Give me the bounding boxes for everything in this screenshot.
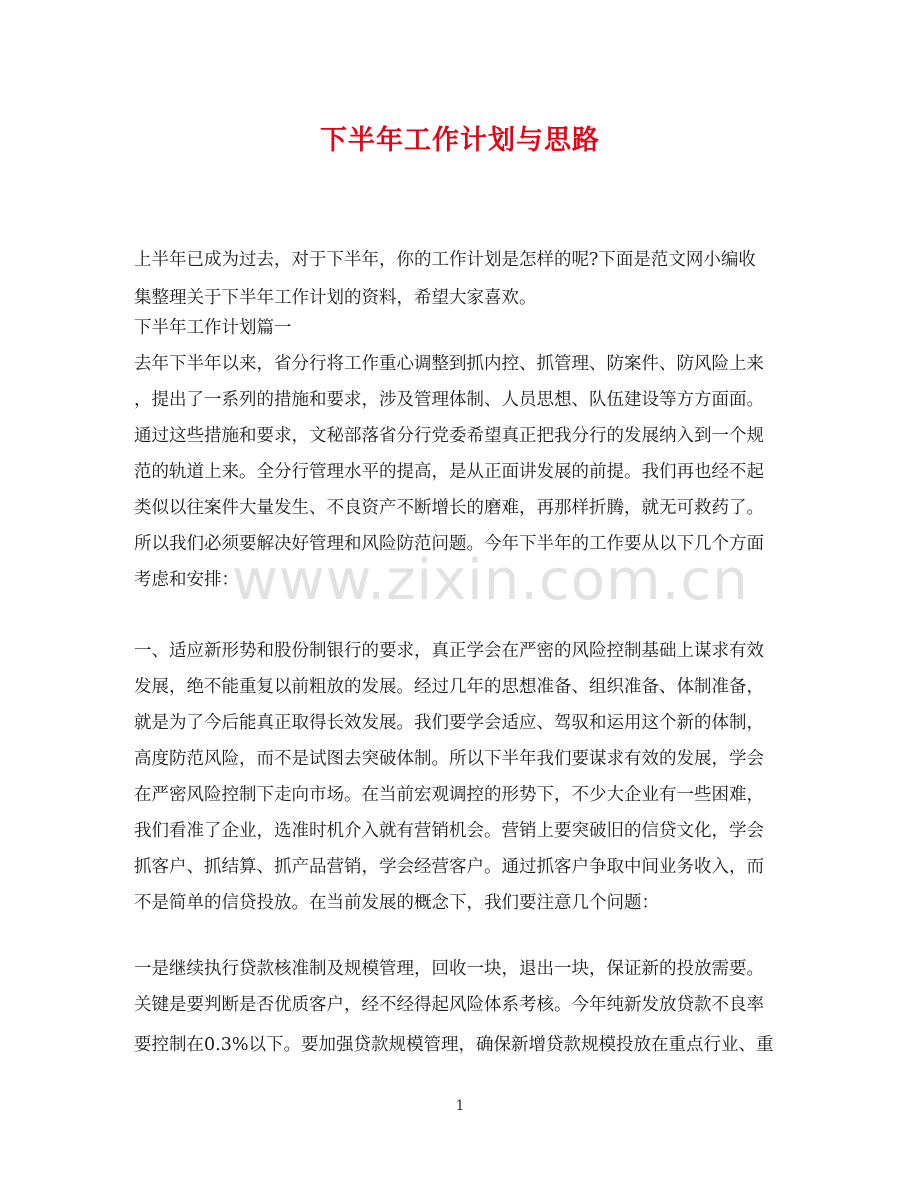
text-line: 发展，绝不能重复以前粗放的发展。经过几年的思想准备、组织准备、体制准备， [134,677,764,697]
text-line: 范的轨道上来。全分行管理水平的提高，是从正面讲发展的前提。我们再也经不起 [134,462,764,482]
watermark-text: www.zixin.com.cn [232,548,749,613]
text-line: 一、适应新形势和股份制银行的要求，真正学会在严密的风险控制基础上谋求有效 [134,641,764,661]
text-line: 抓客户、抓结算、抓产品营销，学会经营客户。通过抓客户争取中间业务收入，而 [134,857,764,877]
text-line: 我们看准了企业，选准时机介入就有营销机会。营销上要突破旧的信贷文化，学会 [134,821,764,841]
text-line: 所以我们必须要解决好管理和风险防范问题。今年下半年的工作要从以下几个方面 [134,534,764,554]
text-line: 类似以往案件大量发生、不良资产不断增长的磨难，再那样折腾，就无可救药了。 [134,498,764,518]
text-line: 要控制在0.3%以下。要加强贷款规模管理，确保新增贷款规模投放在重点行业、重 [134,1035,774,1055]
text-line: 高度防范风险，而不是试图去突破体制。所以下半年我们要谋求有效的发展，学会 [134,749,764,769]
text-line: 去年下半年以来，省分行将工作重心调整到抓内控、抓管理、防案件、防风险上来 [134,354,764,374]
text-line: 通过这些措施和要求，文秘部落省分行党委希望真正把我分行的发展纳入到一个规 [134,426,764,446]
text-line: 不是简单的信贷投放。在当前发展的概念下，我们要注意几个问题： [134,893,659,913]
section-heading: 下半年工作计划篇一 [134,318,292,338]
text-line: 关键是要判断是否优质客户，经不经得起风险体系考核。今年纯新发放贷款不良率 [134,995,764,1015]
document-title: 下半年工作计划与思路 [320,125,600,156]
paragraph-one [134,633,790,921]
text-line: 上半年已成为过去，对于下半年，你的工作计划是怎样的呢?下面是范文网小编收 [134,250,756,270]
text-line: 集整理关于下半年工作计划的资料，希望大家喜欢。 [134,288,537,308]
paragraph-two [134,951,790,1063]
text-line: 一是继续执行贷款核准制及规模管理，回收一块，退出一块，保证新的投放需要。 [134,959,764,979]
text-line: 就是为了今后能真正取得长效发展。我们要学会适应、驾驭和运用这个新的体制， [134,713,764,733]
text-line: 考虑和安排： [134,570,239,590]
text-line: ，提出了一系列的措施和要求，涉及管理体制、人员思想、队伍建设等方方面面。 [134,390,764,410]
page-number: 1 [455,1098,465,1114]
text-line: 在严密风险控制下走向市场。在当前宏观调控的形势下，不少大企业有一些困难， [134,785,764,805]
intro-block [134,242,790,598]
